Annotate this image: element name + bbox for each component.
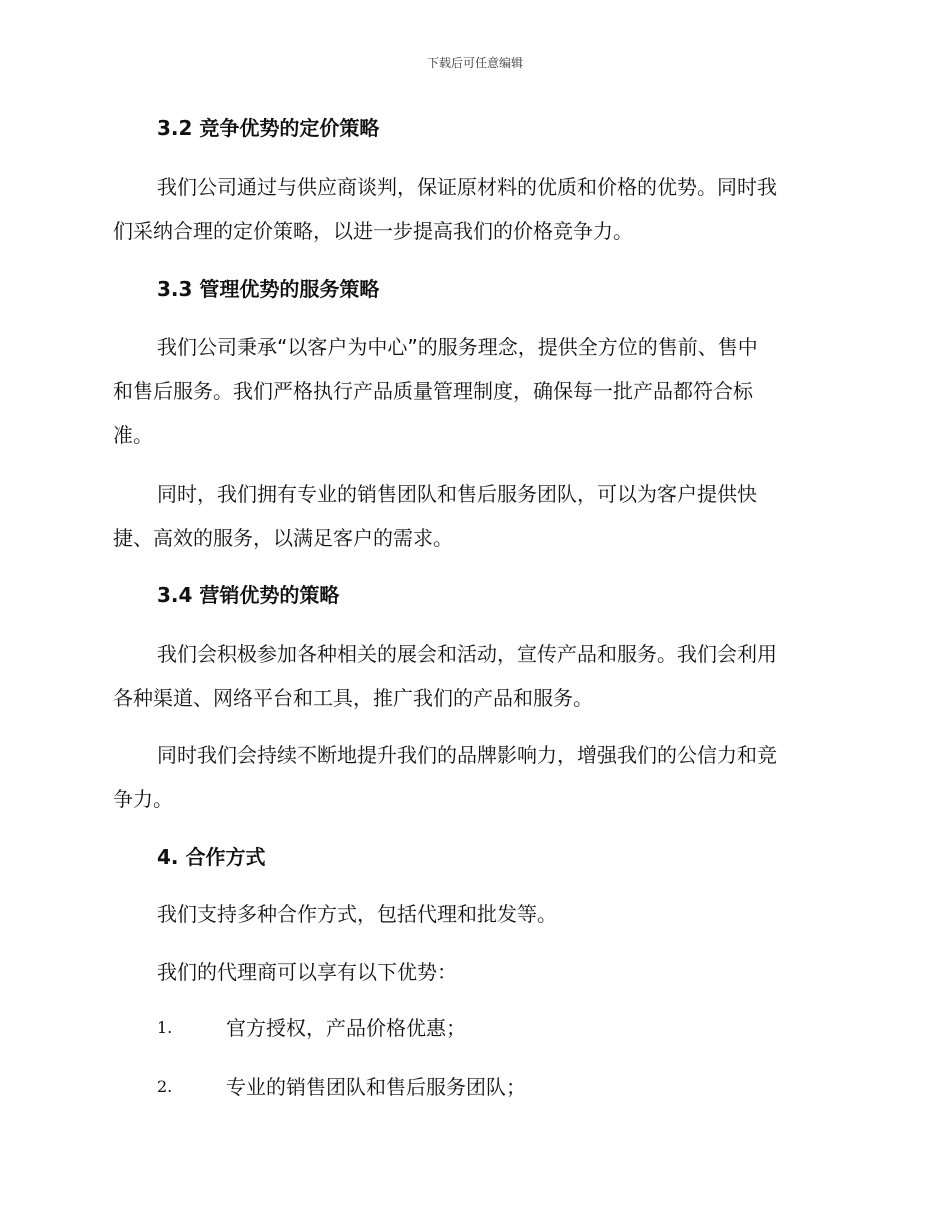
paragraph-3-4-a — [113, 632, 835, 720]
paragraph-line: 们采纳合理的定价策略，以进一步提高我们的价格竞争力。 — [113, 219, 633, 243]
paragraph-line: 各种渠道、网络平台和工具，推广我们的产品和服务。 — [113, 686, 593, 710]
cooperation-line-2: 我们的代理商可以享有以下优势： — [157, 960, 457, 984]
paragraph-line: 我们公司通过与供应商谈判，保证原材料的优质和价格的优势。同时我 — [157, 175, 777, 199]
paragraph-line: 准。 — [113, 423, 153, 447]
heading-3-2: 3.2 竞争优势的定价策略 — [157, 116, 380, 140]
paragraph-line: 捷、高效的服务，以满足客户的需求。 — [113, 526, 453, 550]
heading-4: 4. 合作方式 — [157, 845, 266, 869]
paragraph-line: 争力。 — [113, 787, 173, 811]
paragraph-line: 我们会积极参加各种相关的展会和活动，宣传产品和服务。我们会利用 — [157, 642, 777, 666]
paragraph-line: 我们公司秉承“以客户为中心”的服务理念，提供全方位的售前、售中 — [157, 335, 758, 359]
paragraph-line: 和售后服务。我们严格执行产品质量管理制度，确保每一批产品都符合标 — [113, 379, 753, 403]
list-number: 1. — [157, 1018, 173, 1037]
paragraph-3-3-b — [113, 472, 835, 560]
paragraph-line: 同时，我们拥有专业的销售团队和售后服务团队，可以为客户提供快 — [157, 482, 757, 506]
heading-3-3: 3.3 管理优势的服务策略 — [157, 277, 380, 301]
paragraph-3-3-a — [113, 325, 835, 457]
header-note: 下载后可任意编辑 — [426, 56, 523, 70]
paragraph-line: 同时我们会持续不断地提升我们的品牌影响力，增强我们的公信力和竞 — [157, 743, 777, 767]
list-number: 2. — [157, 1077, 173, 1096]
heading-3-4: 3.4 营销优势的策略 — [157, 583, 340, 607]
list-text: 官方授权，产品价格优惠； — [226, 1016, 466, 1040]
list-text: 专业的销售团队和售后服务团队； — [226, 1075, 526, 1099]
cooperation-line-1: 我们支持多种合作方式，包括代理和批发等。 — [157, 902, 557, 926]
paragraph-3-2 — [113, 165, 835, 253]
paragraph-3-4-b — [113, 733, 835, 821]
